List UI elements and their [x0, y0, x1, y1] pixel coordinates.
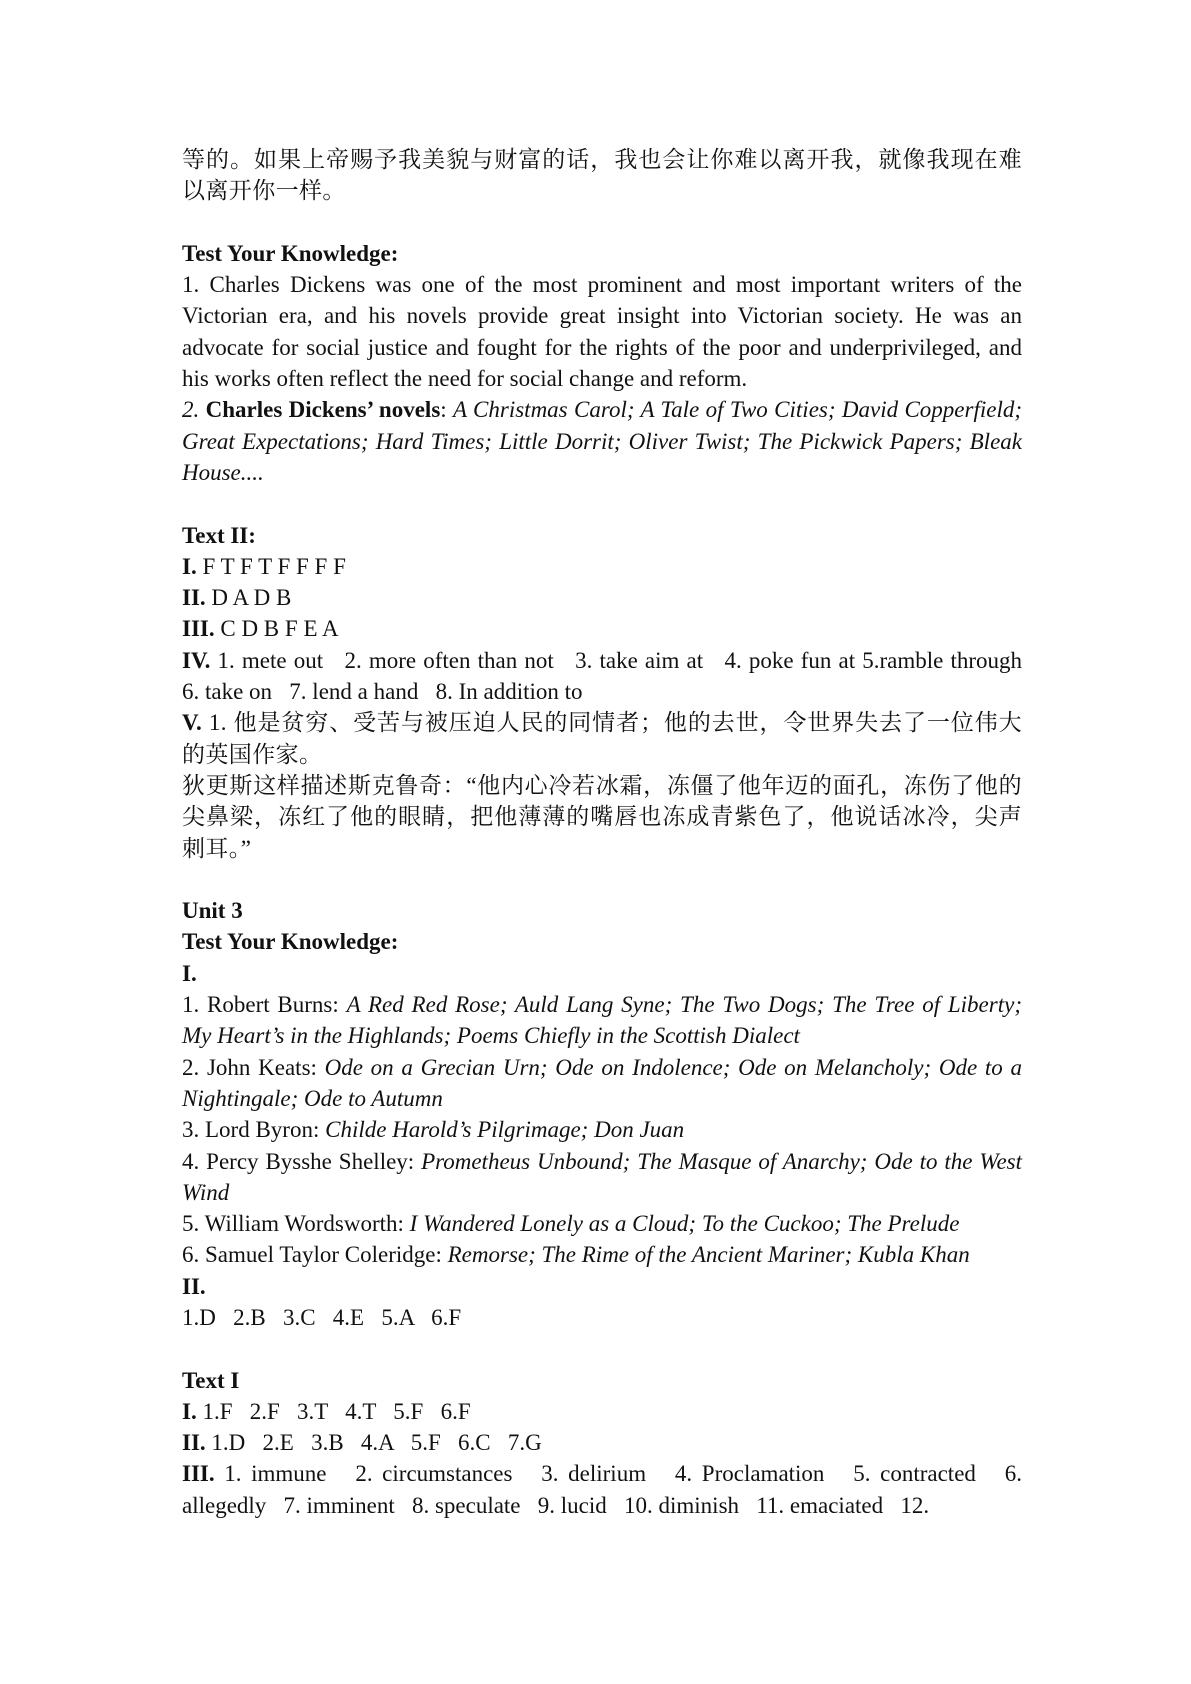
author-item: 5. William Wordsworth: I Wandered Lonely as a Cloud; To the Cuckoo; The Prelude	[182, 1211, 960, 1237]
spacer	[182, 207, 1022, 238]
text2-answer-1: I. F T F T F F F F	[182, 553, 346, 579]
author-item: 2. John Keats: Ode on a Grecian Urn; Ode on Indolence; Ode on Melancholy; Ode to a Nightingale; Ode to Autumn	[182, 1054, 1022, 1111]
tyk-item-2: 2. Charles Dickens’ novels: A Christmas Carol; A Tale of Two Cities; David Copperfield; Great Expectations; Hard Times; Little Dorrit; Oliver Twist; The Pickwick Papers; Bleak House....	[182, 397, 1023, 485]
intro-paragraph: 等的。如果上帝赐予我美貌与财富的话，我也会让你难以离开我，就像我现在难以离开你一样。	[182, 147, 1022, 204]
document-page	[182, 144, 1040, 1521]
unit3-part2-answers: 1.D 2.B 3.C 4.E 5.A 6.F	[182, 1304, 462, 1330]
unit3-part1-label: I.	[182, 960, 197, 986]
text2-answer-2: II. D A D B	[182, 585, 292, 611]
novels-label: Charles Dickens’ novels	[205, 397, 441, 423]
spacer	[182, 1333, 1022, 1364]
author-item: 4. Percy Bysshe Shelley: Prometheus Unbound; The Masque of Anarchy; Ode to the West Wind	[182, 1148, 1022, 1205]
author-item: 6. Samuel Taylor Coleridge: Remorse; The Rime of the Ancient Mariner; Kubla Khan	[182, 1242, 970, 1268]
author-item: 1. Robert Burns: A Red Red Rose; Auld Lang Syne; The Two Dogs; The Tree of Liberty; My Heart’s in the Highlands; Poems Chiefly in the Scottish Dialect	[182, 992, 1022, 1049]
unit3-tyk-heading: Test Your Knowledge:	[182, 929, 399, 955]
text1-answer-3: III. 1. immune 2. circumstances 3. delirium 4. Proclamation 5. contracted 6. allegedly 7. imminent 8. speculate 9. lucid 10. diminish 11. emaciated 12.	[182, 1461, 1028, 1518]
text1-heading: Text I	[182, 1367, 240, 1393]
tyk-item-1: 1. Charles Dickens was one of the most prominent and most important writers of the Victorian era, and his novels provide great insight into Victorian society. He was an advocate for social justice and fought for the rights of the poor and underprivileged, and his works often reflect the need for social change and reform.	[182, 272, 1022, 392]
text2-answer-3: III. C D B F E A	[182, 616, 339, 642]
author-item: 3. Lord Byron: Childe Harold’s Pilgrimage; Don Juan	[182, 1117, 685, 1143]
unit3-heading: Unit 3	[182, 898, 243, 924]
tyk-heading: Test Your Knowledge:	[182, 240, 399, 266]
text1-answer-1: I. 1.F 2.F 3.T 4.T 5.F 6.F	[182, 1398, 471, 1424]
text2-translation: 狄更斯这样描述斯克鲁奇：“他内心冷若冰霜，冻僵了他年迈的面孔，冻伤了他的尖鼻梁，冻红了他的眼睛，把他薄薄的嘴唇也冻成青紫色了，他说话冰冷，尖声刺耳。”	[182, 772, 1022, 861]
unit3-part2-label: II.	[182, 1273, 206, 1299]
text1-answer-2: II. 1.D 2.E 3.B 4.A 5.F 6.C 7.G	[182, 1430, 542, 1456]
novels-list: A Christmas Carol; A Tale of Two Cities; David Copperfield; Great Expectations; Hard Times; Little Dorrit; Oliver Twist; The Pickwick Papers; Bleak House....	[182, 397, 1023, 485]
text2-answer-5: V. 1. 他是贫穷、受苦与被压迫人民的同情者；他的去世，令世界失去了一位伟大的英国作家。	[182, 710, 1023, 767]
spacer	[182, 864, 1022, 895]
text2-answer-4: IV. 1. mete out 2. more often than not 3. take aim at 4. poke fun at 5.ramble through 6. take on 7. lend a hand 8. In addition to	[182, 647, 1040, 705]
text2-heading: Text II:	[182, 522, 256, 548]
spacer	[182, 488, 1022, 519]
